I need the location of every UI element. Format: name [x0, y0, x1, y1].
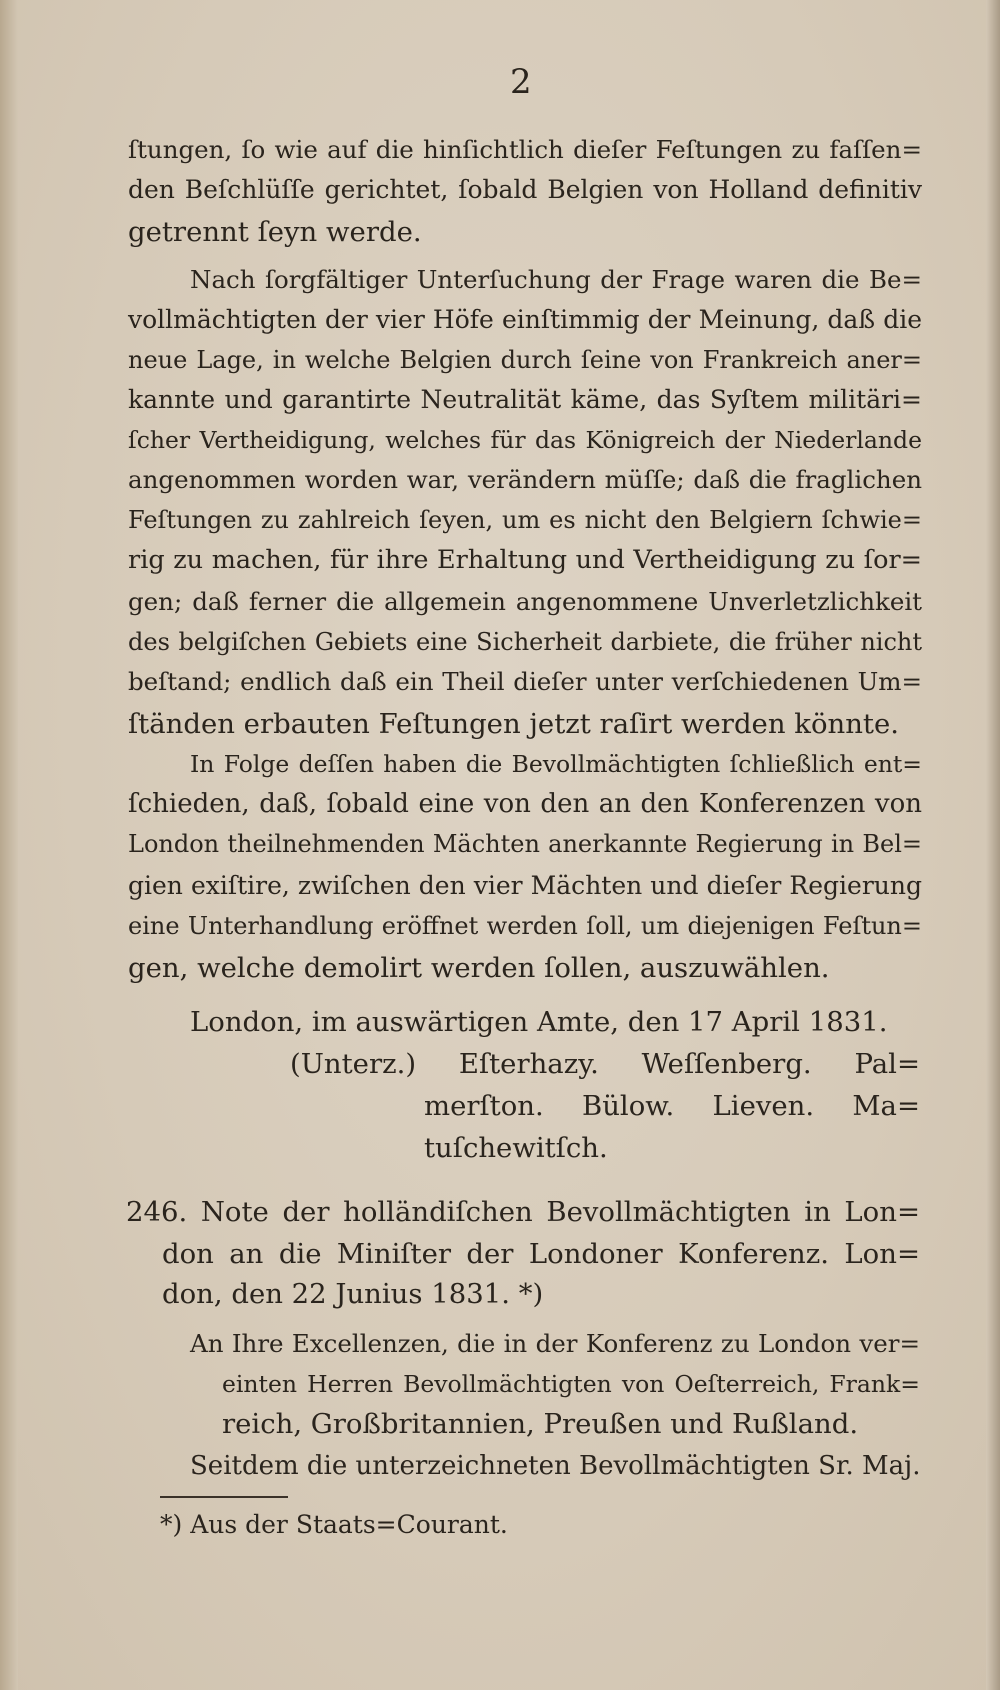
footnote: *) Aus der Staats=Courant.	[160, 1510, 508, 1539]
text-line: vollmächtigten der vier Höfe einſtimmig der Meinung, daß die	[128, 305, 922, 334]
footnote-rule	[160, 1496, 288, 1498]
text-line: ſtänden erbauten Feſtungen jetzt raſirt werden könnte.	[128, 708, 899, 740]
page-edge-right	[986, 0, 1000, 1690]
text-line: gien exiſtire, zwiſchen den vier Mächten und dieſer Regierung	[128, 871, 922, 900]
text-line: ſchieden, daß, ſobald eine von den an den Konferenzen von	[128, 789, 922, 819]
paragraph-start-line: Seitdem die unterzeichneten Bevollmächtigten Sr. Maj.	[190, 1451, 921, 1481]
dateline: London, im auswärtigen Amte, den 17 April 1831.	[190, 1006, 888, 1038]
text-line: Feſtungen zu zahlreich ſeyen, um es nicht den Belgiern ſchwie=	[128, 506, 922, 534]
page-number: 2	[510, 62, 532, 102]
signatures-line: (Unterz.) Eſterhazy. Weſſenberg. Pal=	[290, 1048, 920, 1080]
address-line: An Ihre Excellenzen, die in der Konferenz zu London ver=	[190, 1329, 920, 1358]
text-line: eine Unterhandlung eröffnet werden ſoll, um diejenigen Feſtun=	[128, 912, 922, 940]
text-line: beſtand; endlich daß ein Theil dieſer unter verſchiedenen Um=	[128, 667, 922, 696]
signatures-line: merſton. Bülow. Lieven. Ma=	[424, 1090, 920, 1122]
text-line: kannte und garantirte Neutralität käme, das Syſtem militäri=	[128, 385, 922, 414]
document-heading: don, den 22 Junius 1831. *)	[162, 1278, 544, 1310]
text-line: den Beſchlüſſe gerichtet, ſobald Belgien von Holland definitiv	[128, 175, 922, 204]
text-line: ſcher Vertheidigung, welches für das Königreich der Niederlande	[128, 426, 922, 454]
address-line: reich, Großbritannien, Preußen und Rußland.	[222, 1408, 859, 1440]
text-line: gen, welche demolirt werden ſollen, auszuwählen.	[128, 952, 830, 984]
page-edge-left	[0, 0, 18, 1690]
text-line: London theilnehmenden Mächten anerkannte Regierung in Bel=	[128, 830, 922, 858]
text-line: rig zu machen, für ihre Erhaltung und Vertheidigung zu ſor=	[128, 545, 922, 575]
document-heading: don an die Miniſter der Londoner Konferenz. Lon=	[162, 1238, 920, 1270]
text-line: getrennt ſeyn werde.	[128, 216, 422, 248]
text-line: gen; daß ferner die allgemein angenommene Unverletzlichkeit	[128, 587, 922, 616]
paragraph-start-line: Nach ſorgfältiger Unterſuchung der Frage waren die Be=	[190, 265, 922, 294]
signatures-line: tuſchewitſch.	[424, 1132, 608, 1164]
document-heading: 246. Note der holländiſchen Bevollmächtigten in Lon=	[126, 1196, 920, 1228]
address-line: einten Herren Bevollmächtigten von Oeſterreich, Frank=	[222, 1370, 920, 1398]
text-line: neue Lage, in welche Belgien durch ſeine von Frankreich aner=	[128, 346, 922, 374]
text-line: angenommen worden war, verändern müſſe; daß die fraglichen	[128, 465, 922, 494]
text-line: ſtungen, ſo wie auf die hinſichtlich dieſer Feſtungen zu faſſen=	[128, 135, 922, 164]
text-line: des belgiſchen Gebiets eine Sicherheit darbiete, die früher nicht	[128, 628, 922, 656]
paragraph-start-line: In Folge deſſen haben die Bevollmächtigten ſchließlich ent=	[190, 750, 922, 778]
